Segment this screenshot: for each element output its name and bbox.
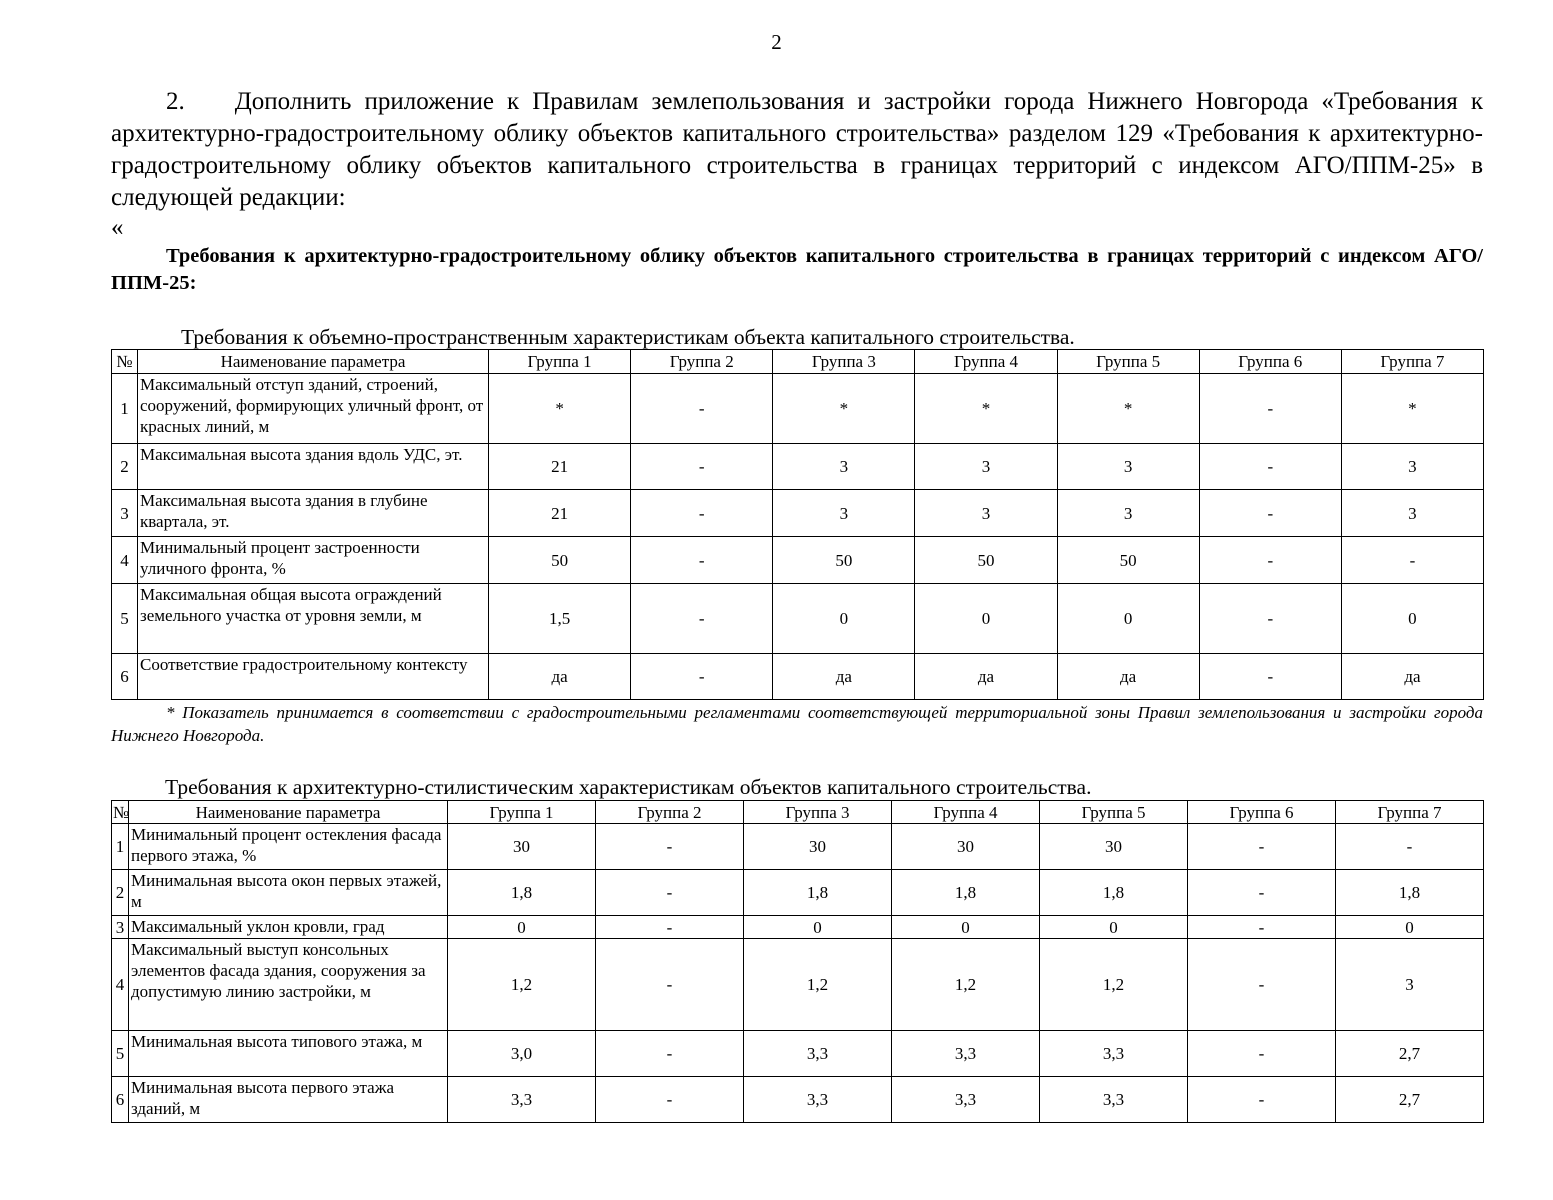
group-5-value: 1,2	[1040, 939, 1188, 1031]
group-5-value: 3,3	[1040, 1031, 1188, 1077]
group-3-value: да	[773, 654, 915, 700]
row-number: 1	[112, 374, 138, 444]
group-2-value: -	[631, 490, 773, 537]
group-5-value: 1,8	[1040, 870, 1188, 916]
group-4-value: 1,8	[892, 870, 1040, 916]
group-5-value: 0	[1057, 584, 1199, 654]
group-3-value: 50	[773, 537, 915, 584]
row-number: 6	[112, 1077, 129, 1123]
row-number: 6	[112, 654, 138, 700]
header-group-1: Группа 1	[448, 801, 596, 824]
group-4-value: *	[915, 374, 1057, 444]
group-7-value: 1,8	[1336, 870, 1484, 916]
parameter-name: Минимальный процент остекления фасада первого этажа, %	[129, 824, 448, 870]
group-6-value: -	[1188, 1077, 1336, 1123]
row-number: 3	[112, 916, 129, 939]
group-5-value: 50	[1057, 537, 1199, 584]
group-5-value: 30	[1040, 824, 1188, 870]
group-2-value: -	[631, 374, 773, 444]
group-2-value: -	[596, 824, 744, 870]
group-2-value: -	[596, 939, 744, 1031]
table2-caption: Требования к архитектурно-стилистическим характеристикам объектов капитального строительства.	[165, 775, 1092, 799]
group-5-value: да	[1057, 654, 1199, 700]
group-3-value: 3,3	[744, 1031, 892, 1077]
parameter-name: Максимальная общая высота ограждений земельного участка от уровня земли, м	[138, 584, 489, 654]
group-6-value: -	[1188, 870, 1336, 916]
parameter-name: Соответствие градостроительному контексту	[138, 654, 489, 700]
group-7-value: -	[1336, 824, 1484, 870]
table-row	[112, 870, 1484, 916]
header-group-4: Группа 4	[915, 350, 1057, 374]
group-7-value: 2,7	[1336, 1077, 1484, 1123]
parameter-name: Максимальная высота здания вдоль УДС, эт.	[138, 444, 489, 490]
header-group-2: Группа 2	[631, 350, 773, 374]
row-number: 5	[112, 584, 138, 654]
group-7-value: *	[1341, 374, 1483, 444]
group-1-value: 50	[489, 537, 631, 584]
group-3-value: 30	[744, 824, 892, 870]
group-4-value: 30	[892, 824, 1040, 870]
header-group-6: Группа 6	[1199, 350, 1341, 374]
header-group-6: Группа 6	[1188, 801, 1336, 824]
group-7-value: 3	[1341, 444, 1483, 490]
group-1-value: 21	[489, 490, 631, 537]
group-4-value: 3,3	[892, 1077, 1040, 1123]
group-2-value: -	[631, 444, 773, 490]
group-4-value: 3	[915, 444, 1057, 490]
row-number: 2	[112, 870, 129, 916]
parameter-name: Минимальная высота типового этажа, м	[129, 1031, 448, 1077]
parameter-name: Максимальный уклон кровли, град	[129, 916, 448, 939]
table-row	[112, 490, 1484, 537]
group-4-value: 1,2	[892, 939, 1040, 1031]
group-3-value: 0	[773, 584, 915, 654]
group-3-value: 1,8	[744, 870, 892, 916]
row-number: 4	[112, 939, 129, 1031]
table-row	[112, 537, 1484, 584]
group-6-value: -	[1199, 444, 1341, 490]
group-4-value: 3,3	[892, 1031, 1040, 1077]
group-7-value: 3	[1341, 490, 1483, 537]
stylistic-requirements-table	[111, 800, 1484, 1123]
group-3-value: 3	[773, 444, 915, 490]
group-7-value: да	[1341, 654, 1483, 700]
group-3-value: *	[773, 374, 915, 444]
group-7-value: 3	[1336, 939, 1484, 1031]
group-6-value: -	[1188, 939, 1336, 1031]
table-row	[112, 374, 1484, 444]
parameter-name: Минимальный процент застроенности уличного фронта, %	[138, 537, 489, 584]
group-2-value: -	[596, 870, 744, 916]
group-4-value: 3	[915, 490, 1057, 537]
row-number: 2	[112, 444, 138, 490]
group-1-value: *	[489, 374, 631, 444]
group-7-value: 0	[1336, 916, 1484, 939]
group-6-value: -	[1199, 584, 1341, 654]
parameter-name: Минимальная высота первого этажа зданий, м	[129, 1077, 448, 1123]
row-number: 3	[112, 490, 138, 537]
group-3-value: 3,3	[744, 1077, 892, 1123]
header-group-1: Группа 1	[489, 350, 631, 374]
page-number: 2	[771, 30, 782, 54]
group-5-value: 0	[1040, 916, 1188, 939]
volumetric-requirements-table	[111, 349, 1484, 700]
group-5-value: 3,3	[1040, 1077, 1188, 1123]
group-1-value: 3,3	[448, 1077, 596, 1123]
group-1-value: да	[489, 654, 631, 700]
parameter-name: Максимальный выступ консольных элементов фасада здания, сооружения за допустимую линию застройки, м	[129, 939, 448, 1031]
footnote: * Показатель принимается в соответствии с градостроительными регламентами соответствующей территориальной зоны Правил землепользования и застройки города Нижнего Новгорода.	[111, 703, 1483, 745]
opening-quote-mark: «	[111, 214, 124, 241]
header-group-4: Группа 4	[892, 801, 1040, 824]
section-title: Требования к архитектурно-градостроительному облику объектов капитального строительства в границах территорий с индексом АГО/ППМ-25:	[111, 245, 1483, 294]
header-group-7: Группа 7	[1336, 801, 1484, 824]
group-1-value: 0	[448, 916, 596, 939]
header-group-2: Группа 2	[596, 801, 744, 824]
group-6-value: -	[1188, 1031, 1336, 1077]
group-2-value: -	[631, 584, 773, 654]
group-1-value: 1,2	[448, 939, 596, 1031]
parameter-name: Минимальная высота окон первых этажей, м	[129, 870, 448, 916]
table-header-row	[112, 350, 1484, 374]
table-row	[112, 824, 1484, 870]
group-4-value: 0	[892, 916, 1040, 939]
table-row	[112, 654, 1484, 700]
parameter-name: Максимальная высота здания в глубине квартала, эт.	[138, 490, 489, 537]
group-5-value: 3	[1057, 490, 1199, 537]
header-parameter: Наименование параметра	[138, 350, 489, 374]
group-7-value: 0	[1341, 584, 1483, 654]
header-parameter: Наименование параметра	[129, 801, 448, 824]
header-group-5: Группа 5	[1057, 350, 1199, 374]
group-2-value: -	[596, 1077, 744, 1123]
row-number: 4	[112, 537, 138, 584]
group-1-value: 3,0	[448, 1031, 596, 1077]
group-3-value: 0	[744, 916, 892, 939]
group-2-value: -	[631, 654, 773, 700]
group-6-value: -	[1188, 916, 1336, 939]
group-1-value: 21	[489, 444, 631, 490]
table-row	[112, 444, 1484, 490]
group-5-value: 3	[1057, 444, 1199, 490]
header-group-3: Группа 3	[773, 350, 915, 374]
group-1-value: 30	[448, 824, 596, 870]
header-number: №	[112, 350, 138, 374]
header-number: №	[113, 802, 130, 822]
table1-caption: Требования к объемно-пространственным характеристикам объекта капитального строительства.	[181, 325, 1075, 349]
group-3-value: 3	[773, 490, 915, 537]
table-row	[112, 1031, 1484, 1077]
group-6-value: -	[1188, 824, 1336, 870]
group-4-value: 50	[915, 537, 1057, 584]
group-2-value: -	[596, 1031, 744, 1077]
parameter-name: Максимальный отступ зданий, строений, сооружений, формирующих уличный фронт, от красных линий, м	[138, 374, 489, 444]
table1-body	[112, 374, 1484, 700]
group-2-value: -	[631, 537, 773, 584]
header-group-3: Группа 3	[744, 801, 892, 824]
group-6-value: -	[1199, 537, 1341, 584]
group-3-value: 1,2	[744, 939, 892, 1031]
intro-paragraph: 2. Дополнить приложение к Правилам землепользования и застройки города Нижнего Новгорода «Требования к архитектурно-градостроительному облику объектов капитального строительства» разделом 129 «Требования к архитектурно-градостроительному облику объектов капитального строительства в границах территорий с индексом АГО/ППМ-25» в следующей редакции:	[111, 88, 1483, 211]
group-5-value: *	[1057, 374, 1199, 444]
group-2-value: -	[596, 916, 744, 939]
group-1-value: 1,8	[448, 870, 596, 916]
row-number: 1	[112, 824, 129, 870]
table-row	[112, 584, 1484, 654]
group-6-value: -	[1199, 654, 1341, 700]
table2-body	[112, 824, 1484, 1123]
table-row	[112, 916, 1484, 939]
group-7-value: 2,7	[1336, 1031, 1484, 1077]
group-1-value: 1,5	[489, 584, 631, 654]
group-7-value: -	[1341, 537, 1483, 584]
group-4-value: да	[915, 654, 1057, 700]
group-6-value: -	[1199, 374, 1341, 444]
header-group-7: Группа 7	[1341, 350, 1483, 374]
table-row	[112, 1077, 1484, 1123]
group-4-value: 0	[915, 584, 1057, 654]
row-number: 5	[112, 1031, 129, 1077]
table-row	[112, 939, 1484, 1031]
header-group-5: Группа 5	[1040, 801, 1188, 824]
group-6-value: -	[1199, 490, 1341, 537]
table-header-row	[112, 801, 1484, 824]
